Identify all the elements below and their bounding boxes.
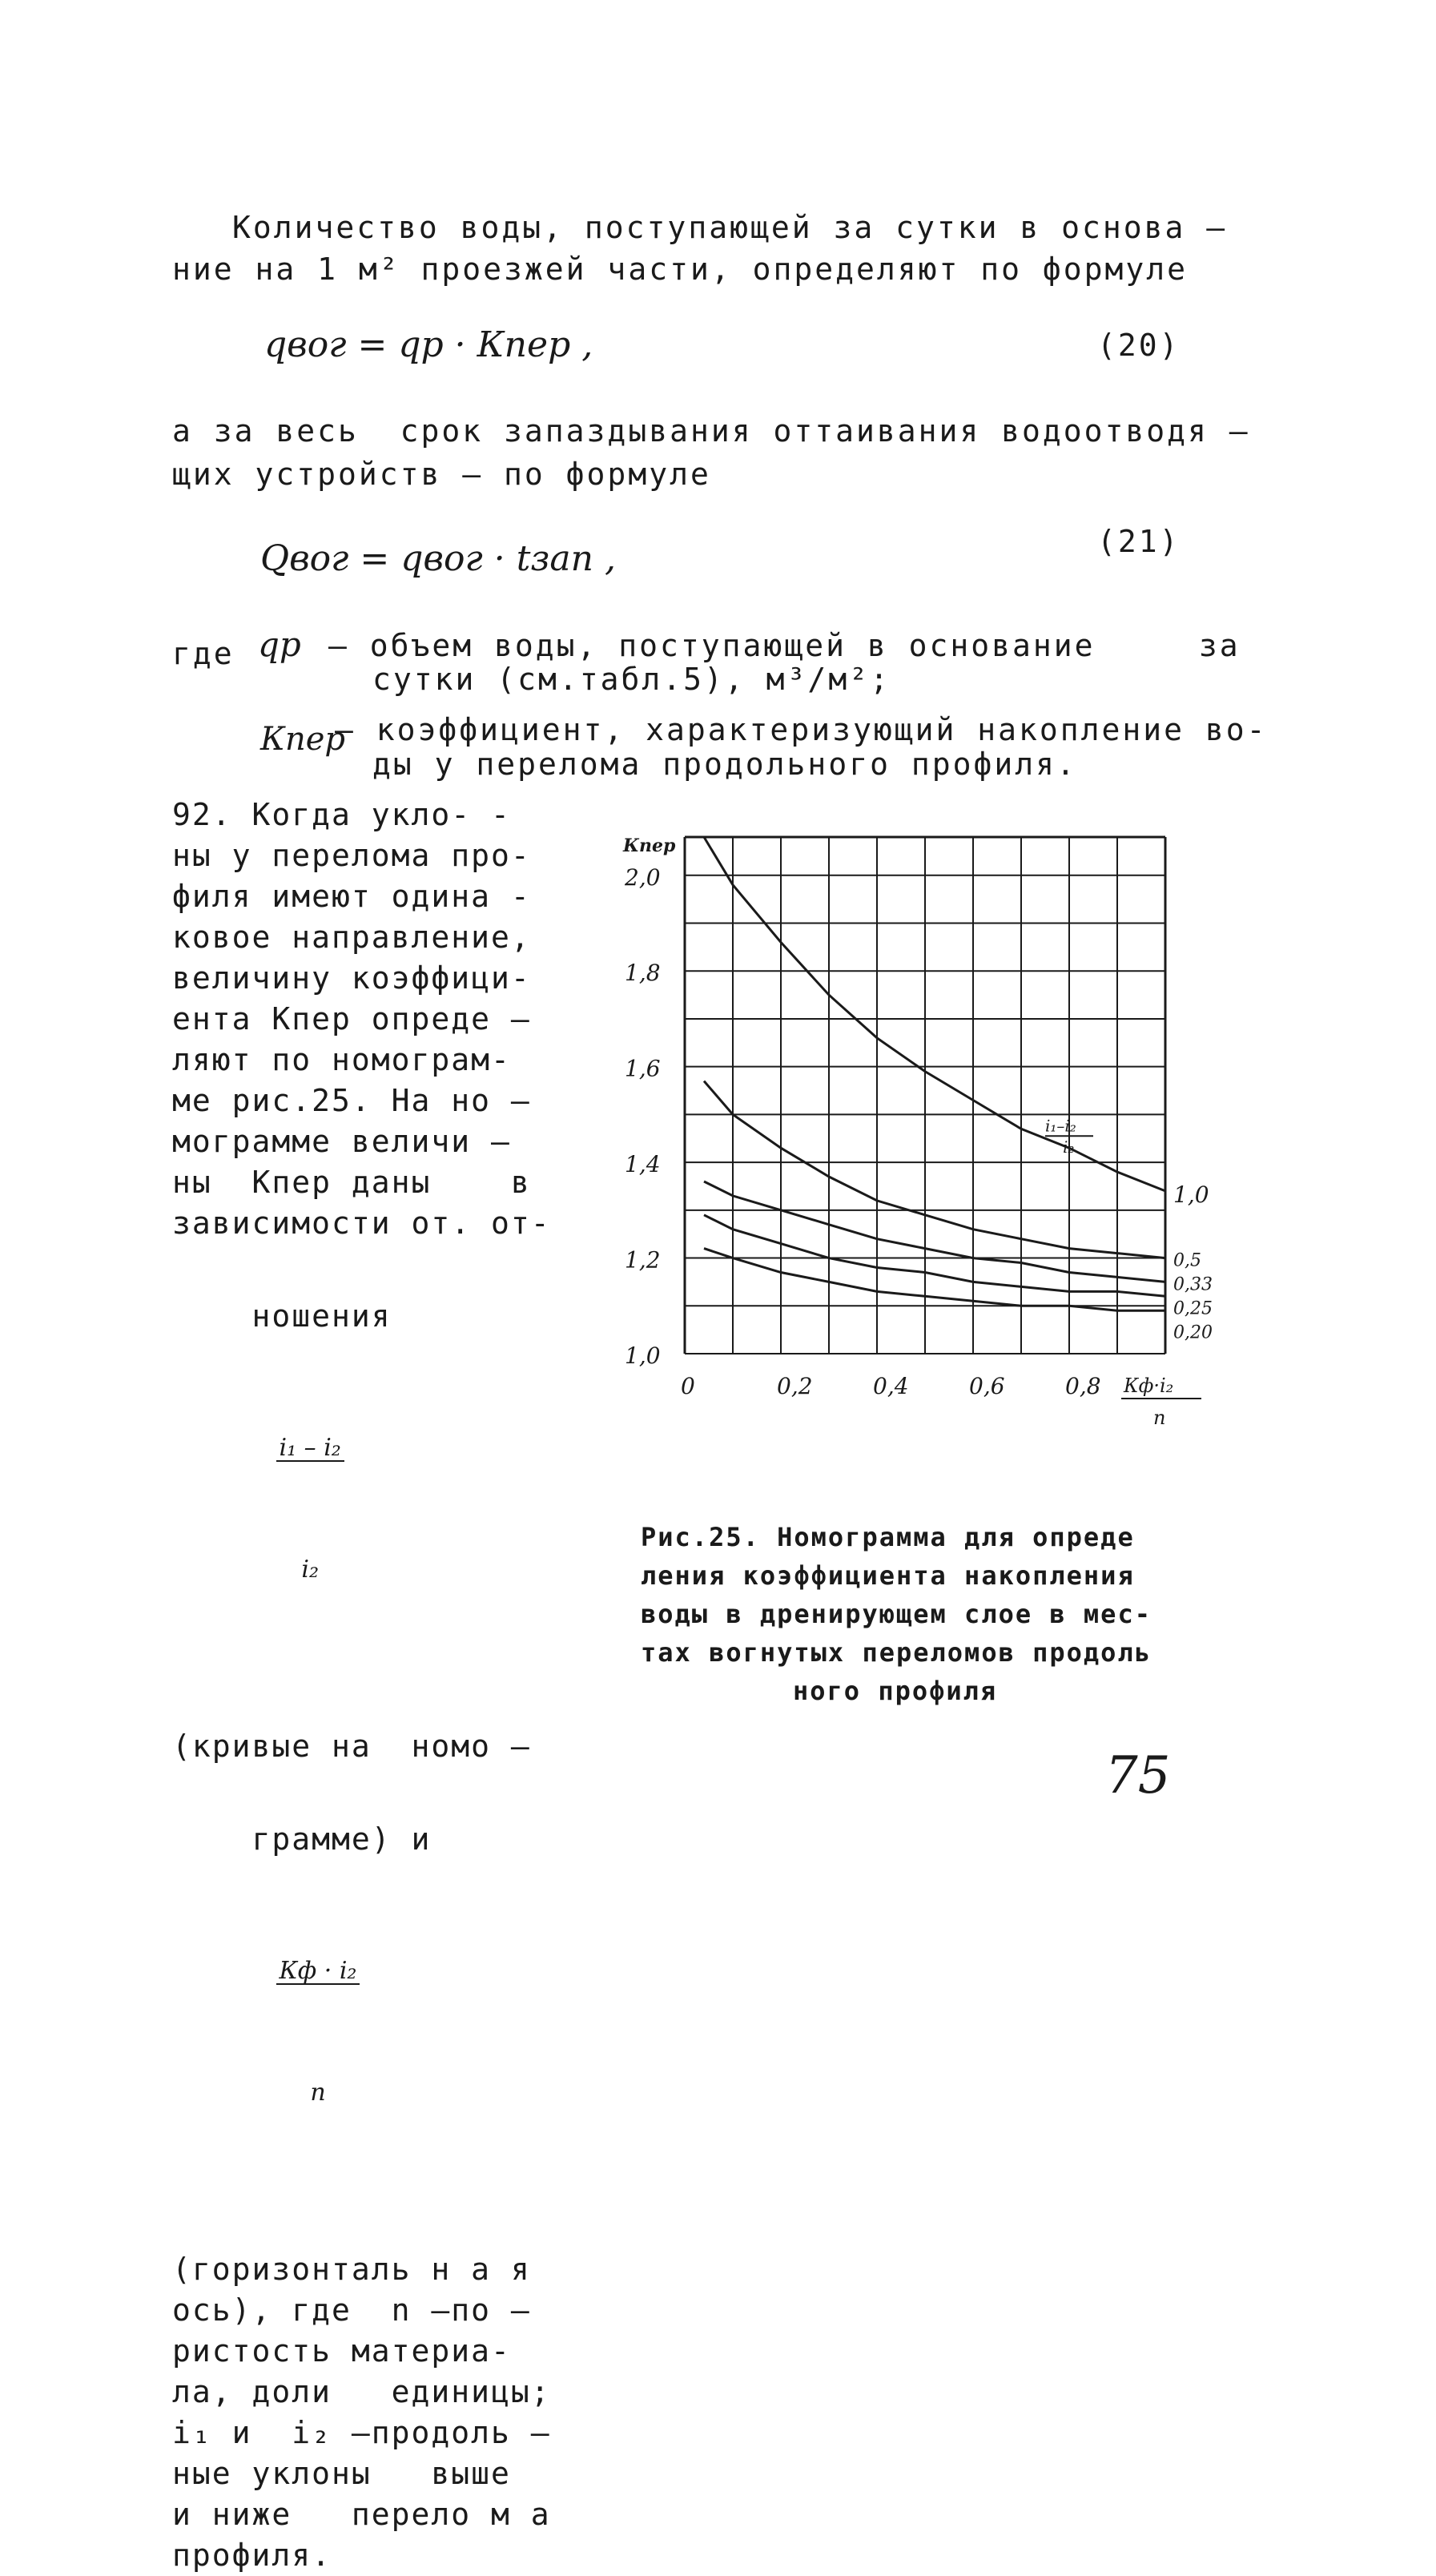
paragraph-92-line-3: филя имеют одина -	[172, 879, 531, 914]
paragraph-92-curves: (кривые на номо –	[172, 1729, 531, 1764]
page-number: 75	[1105, 1746, 1171, 1805]
formula-21-number: (21)	[1097, 524, 1181, 559]
axis-fraction: $\frac{\text{Кф · i₂}}{n}$	[276, 1863, 360, 2201]
paragraph-92-tail-line-1: (горизонталь н а я	[172, 2252, 531, 2287]
caption-line-2: ления коэффициента накопления	[641, 1560, 1135, 1591]
curve-label: 0,25	[1173, 1298, 1213, 1319]
formula-20-number: (20)	[1097, 328, 1181, 363]
paragraph-92-tail-line-6: ные уклоны выше	[172, 2456, 511, 2491]
caption-line-4: тах вогнутых переломов продоль	[641, 1637, 1152, 1668]
curve-label: 0,33	[1173, 1274, 1213, 1295]
y-tick-label: 1,0	[625, 1342, 661, 1369]
curve-param-denominator: i₂	[1063, 1137, 1075, 1157]
where-desc-2a: – коэффициент, характеризующий накопление во-	[335, 712, 1268, 747]
curve-label: 0,20	[1173, 1322, 1213, 1343]
x-axis-label-denominator: n	[1153, 1407, 1166, 1429]
intro-line-2: ние на 1 м² проезжей части, определяют по формуле	[172, 252, 1189, 287]
curve-param-numerator: i₁–i₂	[1045, 1116, 1076, 1136]
y-tick-label: 2,0	[625, 863, 661, 891]
paragraph-92-line-4: ковое направление,	[172, 920, 531, 955]
paragraph-92-tail-line-5: i₁ и i₂ –продоль –	[172, 2415, 551, 2450]
caption-line-5: ного профиля	[793, 1676, 998, 1706]
paragraph-92-tail-line-3: ристость материа-	[172, 2333, 511, 2369]
paragraph-92-line-8: ме рис.25. На но –	[172, 1083, 531, 1118]
y-tick-label: 1,6	[625, 1055, 661, 1082]
where-desc-2b: ды у перелома продольного профиля.	[372, 747, 1077, 782]
paragraph-92-line-2: ны у перелома про-	[172, 838, 531, 873]
figure-caption	[641, 1518, 1249, 1710]
y-tick-label: 1,4	[625, 1151, 661, 1178]
where-desc-1b: сутки (см.табл.5), м³/м²;	[372, 662, 891, 697]
x-tick-label: 0,2	[777, 1373, 813, 1399]
paragraph-92-line-1: 92. Когда укло- -	[172, 797, 511, 832]
paragraph-92-line-5: величину коэффици-	[172, 960, 531, 996]
x-tick-label: 0,4	[873, 1373, 909, 1399]
formula-20: qвог = qр · Кпер ,	[264, 324, 593, 365]
y-axis-label: Кпер	[623, 835, 676, 856]
paragraph-92-line-6: ента Кпер опреде –	[172, 1001, 531, 1036]
paragraph-92-line-7: ляют по номограм-	[172, 1042, 511, 1077]
x-tick-label: 0,6	[969, 1373, 1005, 1399]
ratio-label: ношения	[251, 1298, 392, 1334]
curve-0-33	[704, 1181, 1165, 1282]
where-label: где	[172, 636, 235, 671]
paragraph-92-line-10: ны Кпер даны в	[172, 1165, 531, 1200]
curve-label: 1,0	[1173, 1181, 1209, 1208]
curve-1-0	[704, 837, 1165, 1191]
paragraph-92-tail-line-8: профиля.	[172, 2538, 332, 2573]
paragraph-92-line-11: зависимости от. от-	[172, 1205, 551, 1241]
x-axis-label-numerator: Кф·i₂	[1124, 1375, 1174, 1397]
paragraph-92-tail-line-4: ла, доли единицы;	[172, 2374, 551, 2409]
paragraph-92-line-9: мограмме величи –	[172, 1124, 511, 1159]
caption-line-1: Рис.25. Номограмма для опреде	[641, 1522, 1135, 1552]
where-desc-1a: – объем воды, поступающей в основание за	[328, 628, 1241, 663]
caption-line-3: воды в дренирующем слое в мес-	[641, 1599, 1152, 1629]
nomogram-chart	[609, 825, 1213, 1434]
middle-line-2: щих устройств – по формуле	[172, 457, 711, 492]
curve-0-25	[704, 1215, 1165, 1297]
paragraph-92-tail-line-7: и ниже перело м а	[172, 2497, 551, 2532]
y-tick-label: 1,2	[625, 1246, 661, 1274]
gramme-text: грамме) и	[251, 1821, 432, 1857]
x-tick-label: 0,8	[1065, 1373, 1101, 1399]
ratio-fraction: $\frac{\text{i₁ – i₂}}{\text{i₂}}$	[276, 1340, 344, 1678]
middle-line-1: а за весь срок запаздывания оттаивания водоотводя –	[172, 413, 1250, 449]
curve-0-5	[704, 1081, 1165, 1258]
curve-label: 0,5	[1173, 1250, 1201, 1271]
intro-line-1: Количество воды, поступающей за сутки в основа –	[232, 210, 1228, 245]
paragraph-92	[172, 795, 565, 2576]
formula-21: Qвог = qвог · tзап ,	[260, 538, 616, 579]
y-tick-label: 1,8	[625, 960, 661, 987]
where-symbol-q: qр	[258, 625, 301, 664]
where-symbol-k: Кпер	[260, 721, 345, 758]
x-tick-label: 0	[681, 1373, 695, 1399]
paragraph-92-tail-line-2: ось), где n –по –	[172, 2292, 531, 2328]
